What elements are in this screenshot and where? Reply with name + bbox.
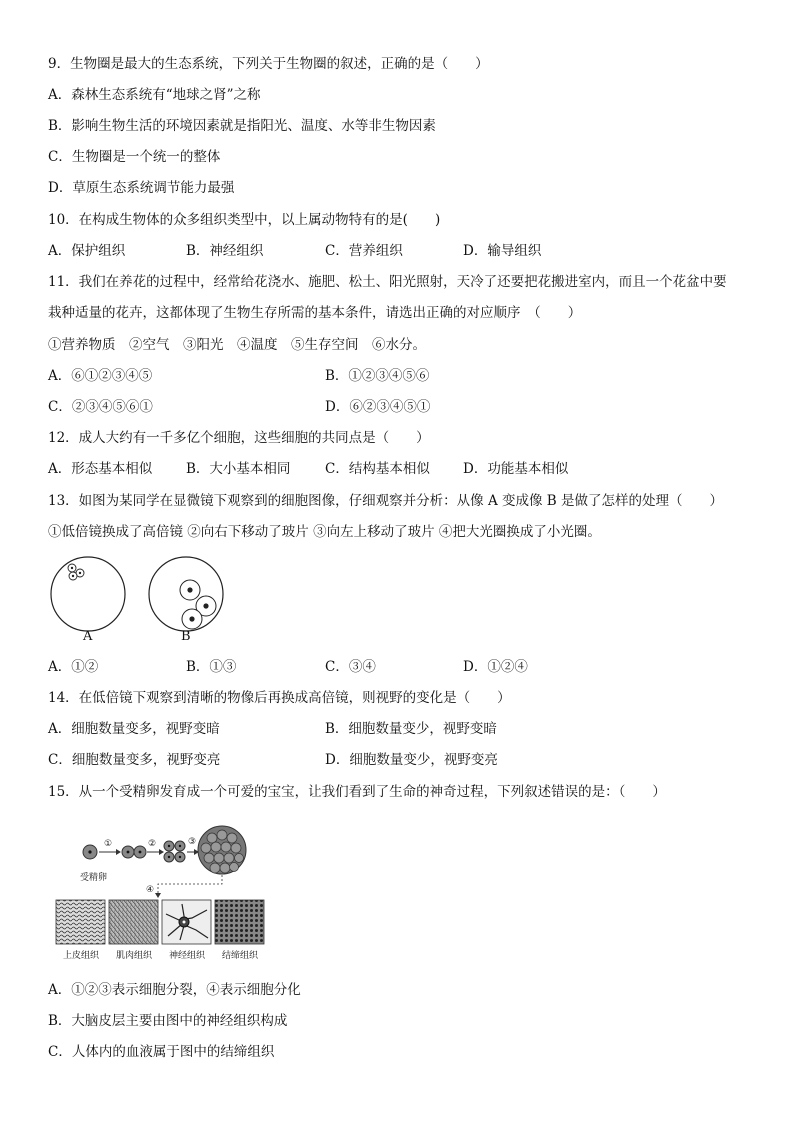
connective-tissue-image bbox=[215, 900, 264, 944]
field-b-label: B bbox=[181, 629, 191, 644]
q12-option-d: D．功能基本相似 bbox=[463, 461, 569, 477]
zygote-label: 受精卵 bbox=[80, 873, 108, 883]
epithelial-tissue-image bbox=[56, 900, 105, 944]
muscle-tissue-image bbox=[109, 900, 158, 944]
q12-stem: 12．成人大约有一千多亿个细胞，这些细胞的共同点是（ ） bbox=[48, 430, 430, 446]
q11-option-c: C．②③④⑤⑥① bbox=[48, 399, 153, 415]
q12-option-b: B．大小基本相同 bbox=[186, 461, 291, 477]
q13-option-d: D．①②④ bbox=[463, 659, 528, 675]
q10-option-c: C．营养组织 bbox=[325, 243, 403, 259]
step-4-label: ④ bbox=[146, 885, 155, 895]
q9-option-d: D．草原生态系统调节能力最强 bbox=[48, 180, 235, 196]
q12-option-a: A．形态基本相似 bbox=[48, 461, 153, 477]
nerve-tissue-image bbox=[162, 900, 211, 944]
cell-development-figure bbox=[54, 818, 270, 964]
q9-option-c: C．生物圈是一个统一的整体 bbox=[48, 149, 221, 165]
q14-stem: 14．在低倍镜下观察到清晰的物像后再换成高倍镜，则视野的变化是（ ） bbox=[48, 690, 511, 706]
step-1-label: ① bbox=[104, 839, 113, 849]
q11-stem-line1: 11．我们在养花的过程中，经常给花浇水、施肥、松土、阳光照射，天冷了还要把花搬进室内，而且一个花盆中要 bbox=[48, 274, 727, 290]
q10-option-a: A．保护组织 bbox=[48, 243, 126, 259]
q10-option-d: D．输导组织 bbox=[463, 243, 542, 259]
q14-option-a: A．细胞数量变多，视野变暗 bbox=[48, 721, 220, 737]
q11-option-a: A．⑥①②③④⑤ bbox=[48, 368, 153, 384]
q15-option-b: B．大脑皮层主要由图中的神经组织构成 bbox=[48, 1013, 288, 1029]
field-a-cells bbox=[68, 564, 84, 580]
q12-option-c: C．结构基本相似 bbox=[325, 461, 430, 477]
tissue-label-nerve: 神经组织 bbox=[169, 951, 206, 961]
q10-option-b: B．神经组织 bbox=[186, 243, 264, 259]
q13-option-b: B．①③ bbox=[186, 659, 237, 675]
q14-option-c: C．细胞数量变多，视野变亮 bbox=[48, 752, 221, 768]
q9-stem: 9．生物圈是最大的生态系统，下列关于生物圈的叙述，正确的是（ ） bbox=[48, 56, 489, 72]
step-3-label: ③ bbox=[188, 837, 197, 847]
q13-items: ①低倍镜换成了高倍镜 ②向右下移动了玻片 ③向左上移动了玻片 ④把大光圈换成了小光圈。 bbox=[48, 524, 601, 540]
q15-option-a: A．①②③表示细胞分裂，④表示细胞分化 bbox=[48, 982, 301, 998]
q15-option-c: C．人体内的血液属于图中的结缔组织 bbox=[48, 1044, 275, 1060]
q15-stem: 15．从一个受精卵发育成一个可爱的宝宝，让我们看到了生命的神奇过程，下列叙述错误的是：（ ） bbox=[48, 784, 666, 800]
step-2-label: ② bbox=[148, 839, 157, 849]
q13-stem: 13．如图为某同学在显微镜下观察到的细胞图像，仔细观察并分析：从像 A 变成像 B 是做了怎样的处理（ ） bbox=[48, 493, 724, 509]
tissue-label-epithelial: 上皮组织 bbox=[63, 951, 100, 961]
tissue-label-connective: 结缔组织 bbox=[222, 951, 259, 961]
field-a-label: A bbox=[83, 629, 93, 644]
q14-option-b: B．细胞数量变少，视野变暗 bbox=[325, 721, 497, 737]
q13-option-c: C．③④ bbox=[325, 659, 376, 675]
q11-option-d: D．⑥②③④⑤① bbox=[325, 399, 431, 415]
q9-option-b: B．影响生物生活的环境因素就是指阳光、温度、水等非生物因素 bbox=[48, 118, 436, 134]
q10-stem: 10．在构成生物体的众多组织类型中，以上属动物特有的是( ) bbox=[48, 212, 441, 228]
microscope-field-figure bbox=[50, 556, 240, 648]
q11-stem-line2: 栽种适量的花卉，这都体现了生物生存所需的基本条件，请选出正确的对应顺序 （ ） bbox=[48, 305, 582, 321]
tissue-label-muscle: 肌肉组织 bbox=[116, 951, 153, 961]
q11-option-b: B．①②③④⑤⑥ bbox=[325, 368, 430, 384]
cell-cluster bbox=[198, 826, 246, 874]
q14-option-d: D．细胞数量变少，视野变亮 bbox=[325, 752, 498, 768]
q13-option-a: A．①② bbox=[48, 659, 99, 675]
field-a-circle bbox=[51, 557, 125, 631]
q9-option-a: A．森林生态系统有“地球之肾”之称 bbox=[48, 87, 261, 103]
q11-items: ①营养物质 ②空气 ③阳光 ④温度 ⑤生存空间 ⑥水分。 bbox=[48, 337, 426, 353]
